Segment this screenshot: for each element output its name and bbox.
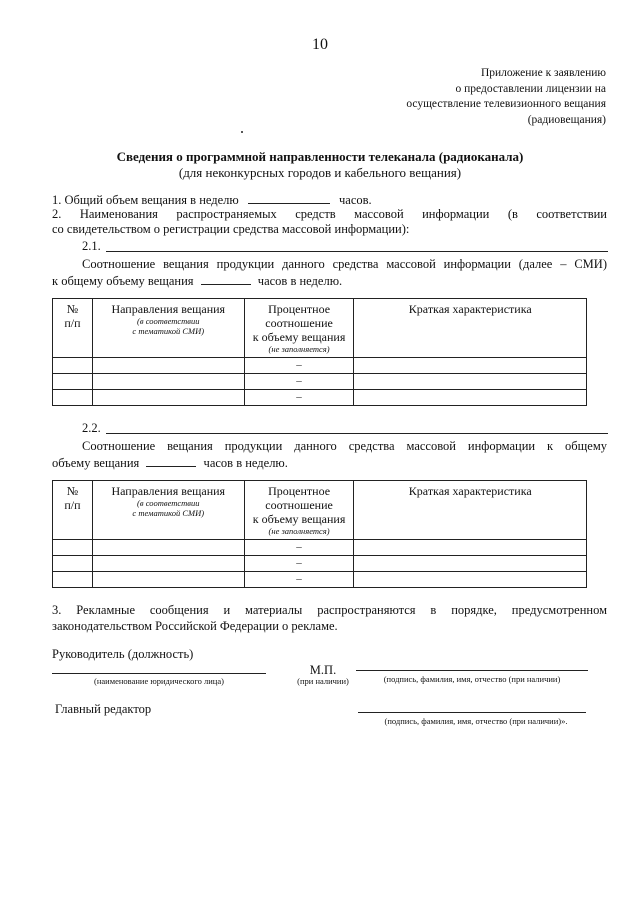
scan-speck [241, 131, 243, 133]
ratio-label: объему вещания [52, 456, 140, 470]
table-header-row [53, 481, 587, 540]
appendix-note [406, 66, 606, 128]
broadcast-table-2 [52, 480, 587, 588]
percent-dash: – [244, 390, 354, 406]
item-2-line-1: 2. Наименования распространяемых средств массовой информации (в соответствии [52, 207, 607, 221]
subitem-2-2-name-blank[interactable] [106, 433, 608, 434]
header-percent: Процентное соотношение к объему вещания (не заполняется) [244, 299, 354, 358]
table-row [53, 556, 587, 572]
ratio-hours-blank[interactable] [146, 455, 196, 467]
head-signature-caption: (подпись, фамилия, имя, отчество (при наличии) [383, 674, 561, 684]
chief-editor-label: Главный редактор [55, 702, 152, 716]
header-description: Краткая характеристика [354, 299, 587, 358]
header-description: Краткая характеристика [354, 481, 587, 540]
org-name-blank[interactable] [52, 673, 266, 674]
subitem-2-1-ratio-line-1: Соотношение вещания продукции данного средства массовой информации (далее – СМИ) [82, 257, 607, 271]
seal-caption: (при наличии) [297, 676, 349, 686]
table-header-row [53, 299, 587, 358]
head-signature-blank[interactable] [356, 670, 588, 671]
item-1-label: 1. Общий объем вещания в неделю [52, 193, 239, 207]
subitem-2-2-ratio-line-2 [52, 455, 288, 471]
header-percent: Процентное соотношение к объему вещания (не заполняется) [244, 481, 354, 540]
header-direction: Направления вещания (в соответствии с тематикой СМИ) [92, 481, 244, 540]
percent-dash: – [244, 540, 354, 556]
editor-signature-caption: (подпись, фамилия, имя, отчество (при наличии)». [384, 716, 568, 726]
header-direction: Направления вещания (в соответствии с тематикой СМИ) [92, 299, 244, 358]
item-1-unit: часов. [339, 193, 372, 207]
ratio-unit: часов в неделю. [203, 456, 288, 470]
broadcast-table-1 [52, 298, 587, 406]
subitem-2-1-number: 2.1. [82, 239, 101, 253]
header-number: № п/п [53, 481, 93, 540]
table-row [53, 572, 587, 588]
appendix-line: о предоставлении лицензии на [455, 82, 606, 95]
percent-dash: – [244, 374, 354, 390]
ratio-label: к общему объему вещания [52, 274, 194, 288]
subitem-2-1-ratio-line-2 [52, 273, 342, 289]
percent-dash: – [244, 556, 354, 572]
table-row [53, 374, 587, 390]
table-row [53, 390, 587, 406]
percent-dash: – [244, 572, 354, 588]
appendix-line: осуществление телевизионного вещания [406, 98, 606, 110]
editor-signature-blank[interactable] [358, 712, 586, 713]
document-subtitle: (для неконкурсных городов и кабельного вещания) [178, 165, 462, 180]
ratio-unit: часов в неделю. [257, 274, 343, 288]
page-number: 10 [312, 36, 328, 53]
percent-dash: – [244, 358, 354, 374]
item-3-line-1: 3. Рекламные сообщения и материалы распространяются в порядке, предусмотренном [52, 603, 607, 617]
header-number: № п/п [53, 299, 93, 358]
subitem-2-2-number: 2.2. [82, 421, 101, 435]
subitem-2-2-ratio-line-1: Соотношение вещания продукции данного средства массовой информации к общему [82, 439, 607, 453]
weekly-volume-blank[interactable] [248, 192, 330, 204]
seal-mark: М.П. [309, 663, 337, 677]
appendix-line: Приложение к заявлению [480, 67, 606, 79]
ratio-hours-blank[interactable] [201, 273, 251, 285]
item-3-line-2: законодательством Российской Федерации о рекламе. [52, 619, 338, 633]
table-row [53, 358, 587, 374]
head-position-label: Руководитель (должность) [52, 647, 194, 661]
table-row [53, 540, 587, 556]
org-name-caption: (наименование юридического лица) [94, 676, 224, 686]
appendix-line: (радиовещания) [527, 113, 606, 126]
subitem-2-1-name-blank[interactable] [106, 251, 608, 252]
document-title: Сведения о программной направленности телеканала (радиоканала) [116, 149, 524, 164]
item-1-total-volume [52, 192, 372, 208]
item-2-line-2: со свидетельством о регистрации средства массовой информации): [52, 222, 410, 236]
